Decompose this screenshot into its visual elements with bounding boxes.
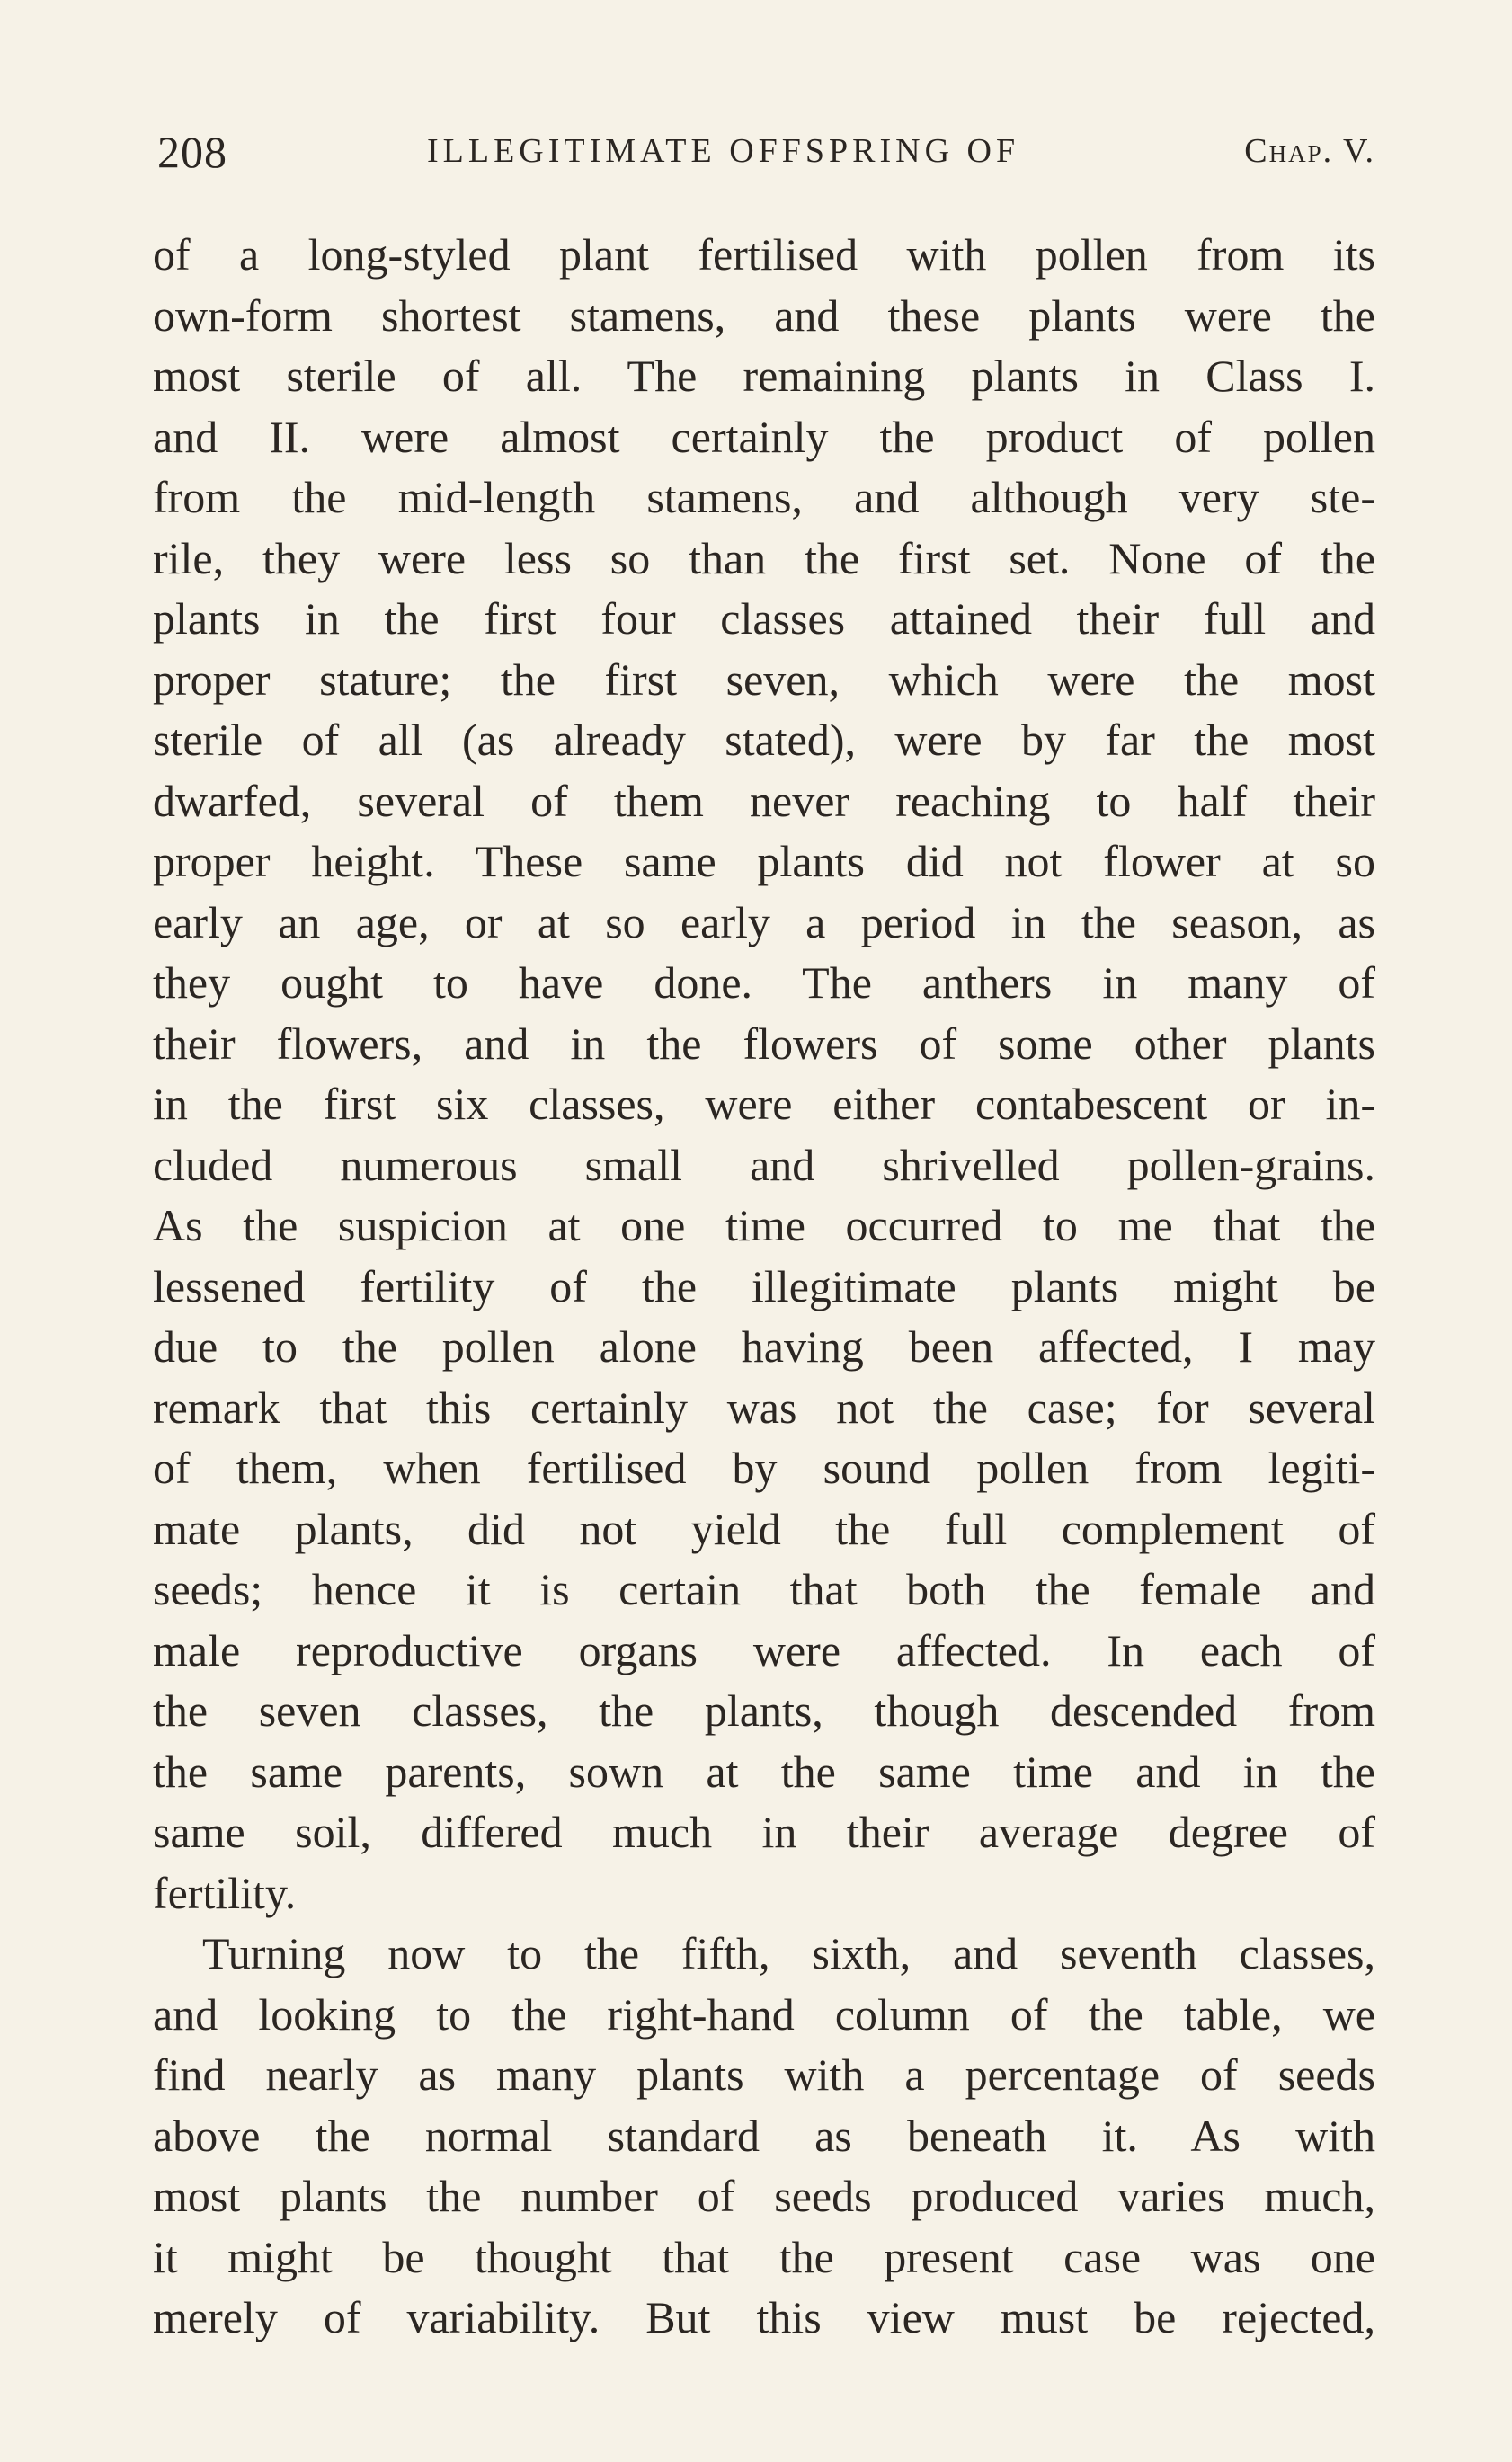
text-line: merely of variability. But this view must be rejected, (153, 2292, 1375, 2342)
text-line: of them, when fertilised by sound pollen from legiti- (153, 1443, 1375, 1493)
text-line: the same parents, sown at the same time and in the (153, 1746, 1375, 1797)
text-line: dwarfed, several of them never reaching to half their (153, 775, 1375, 826)
text-line: and II. were almost certainly the product of pollen (153, 411, 1375, 462)
text-line: male reproductive organs were affected. In each of (153, 1624, 1375, 1675)
text-line: the seven classes, the plants, though descended from (153, 1685, 1375, 1736)
text-line: above the normal standard as beneath it. As with (153, 2110, 1375, 2161)
text-line: plants in the first four classes attained their full and (153, 593, 1375, 644)
text-line: Turning now to the fifth, sixth, and seventh classes, (202, 1928, 1375, 1978)
text-line: most plants the number of seeds produced varies much, (153, 2171, 1375, 2221)
running-title: ILLEGITIMATE OFFSPRING OF (427, 132, 1020, 170)
text-line: sterile of all (as already stated), were by far the most (153, 715, 1375, 765)
text-line: own-form shortest stamens, and these plants were the (153, 289, 1375, 341)
text-line: seeds; hence it is certain that both the female and (153, 1564, 1375, 1614)
text-line: and looking to the right-hand column of the table, we (153, 1988, 1375, 2040)
text-line: due to the pollen alone having been affected, I may (153, 1321, 1375, 1372)
text-line: in the first six classes, were either contabescent or in- (153, 1079, 1375, 1129)
text-line: of a long-styled plant fertilised with pollen from its (153, 229, 1375, 280)
body-text (153, 225, 1375, 2349)
text-line: from the mid-length stamens, and although very ste- (153, 472, 1375, 522)
text-line: rile, they were less so than the first set. None of the (153, 532, 1375, 583)
text-line: As the suspicion at one time occurred to me that the (153, 1200, 1375, 1250)
text-line: early an age, or at so early a period in the season, as (153, 896, 1375, 947)
text-line: it might be thought that the present case was one (153, 2231, 1375, 2282)
text-line: most sterile of all. The remaining plants in Class I. (153, 351, 1375, 401)
text-line: proper height. These same plants did not flower at so (153, 836, 1375, 886)
running-head (157, 126, 1375, 180)
page-number: 208 (157, 127, 227, 177)
text-line: find nearly as many plants with a percentage of seeds (153, 2049, 1375, 2100)
text-line: same soil, differed much in their average degree of (153, 1807, 1375, 1857)
text-line: remark that this certainly was not the case; for several (153, 1382, 1375, 1433)
text-line: they ought to have done. The anthers in many of (153, 957, 1375, 1008)
text-line: cluded numerous small and shrivelled pollen-grains. (153, 1139, 1375, 1190)
text-line: proper stature; the first seven, which were the most (153, 653, 1375, 705)
text-line: fertility. (153, 1867, 297, 1918)
text-line: lessened fertility of the illegitimate plants might be (153, 1260, 1375, 1311)
text-line: their flowers, and in the flowers of some other plants (153, 1018, 1375, 1069)
chapter-label: Chap. V. (1244, 132, 1375, 170)
text-line: mate plants, did not yield the full complement of (153, 1503, 1375, 1554)
